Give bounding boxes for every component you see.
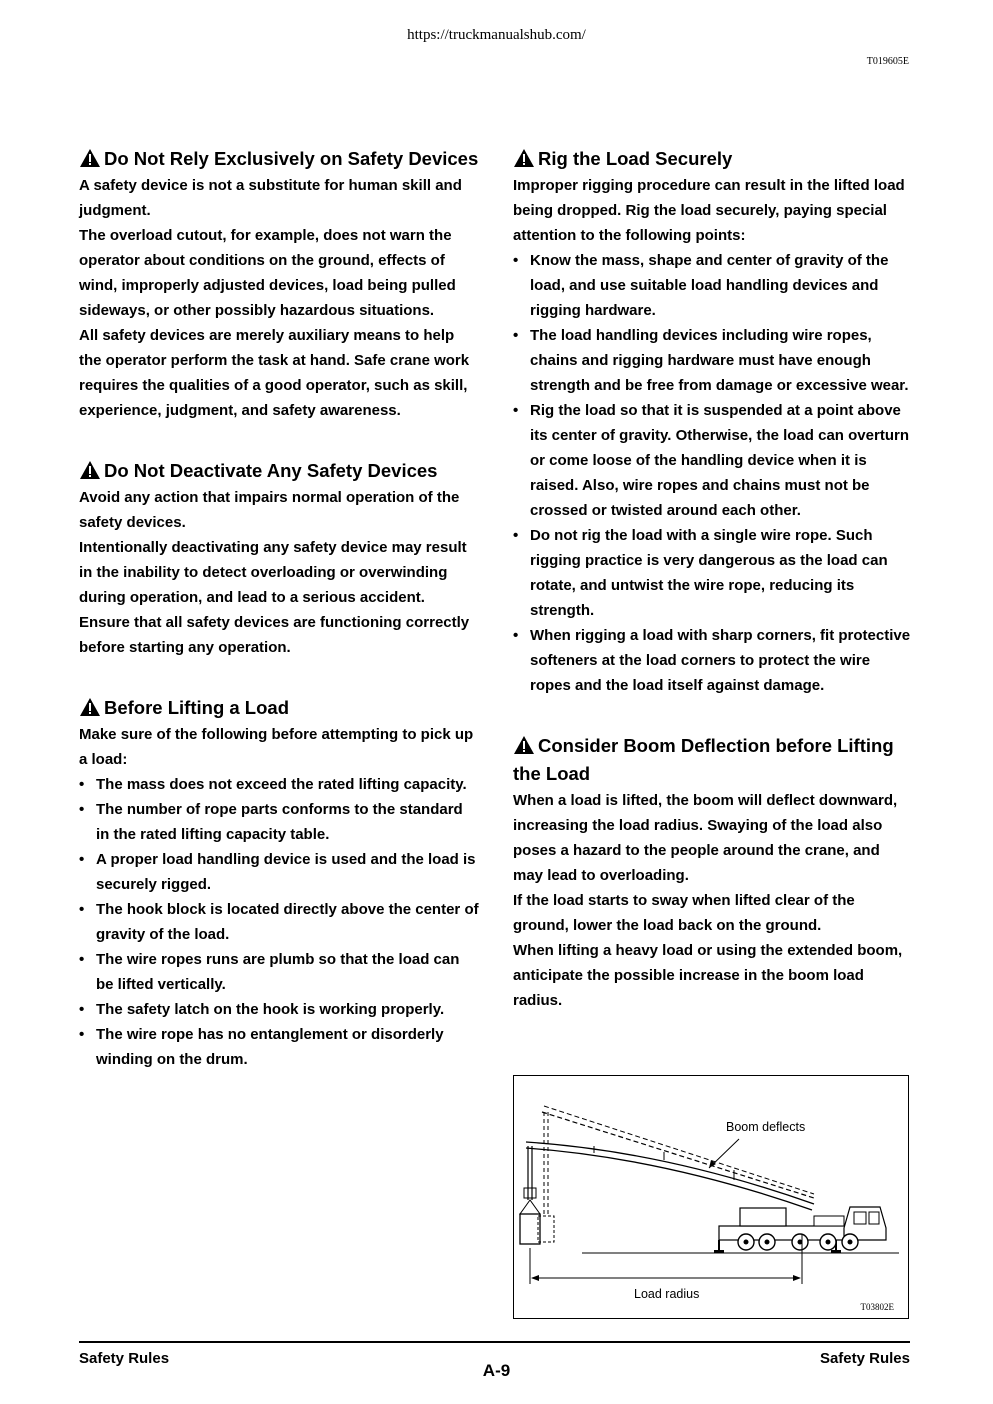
section-do-not-deactivate (79, 457, 479, 660)
section-heading: Rig the Load Securely (513, 145, 911, 173)
section-heading: Consider Boom Deflection before Lifting the Load (513, 735, 894, 784)
footer-left-title: Safety Rules (79, 1350, 170, 1367)
source-url[interactable]: https://truckmanualshub.com/ (407, 27, 586, 43)
footer-divider (79, 1341, 910, 1343)
warning-icon (79, 148, 101, 168)
list-item: • A proper load handling device is used and the load is securely rigged. (79, 847, 479, 897)
section-rely-on-safety-devices (79, 145, 479, 423)
paragraph: If the load starts to sway when lifted clear of the ground, lower the load back on the ground. (513, 892, 855, 934)
list-item: • When rigging a load with sharp corners, fit protective softeners at the load corners to protect the wire ropes and the load itself against damage. (513, 623, 911, 698)
list-item: • Rig the load so that it is suspended at a point above its center of gravity. Otherwise, the load can overturn or come loose of the handling device when it is raised. Also, wire ropes and chains must not be crossed or twisted around each other. (513, 398, 911, 523)
crane-illustration (514, 1076, 908, 1318)
bullet-list (79, 772, 479, 1072)
paragraph: The overload cutout, for example, does not warn the operator about conditions on the ground, effects of wind, improperly adjusted devices, load being pulled sideways, or other possibly hazardous situations. (79, 227, 456, 319)
document-code: T019605E (866, 56, 909, 67)
paragraph: When a load is lifted, the boom will deflect downward, increasing the load radius. Swaying of the load also poses a hazard to the people around the crane, and may lead to overloading. (513, 792, 898, 884)
list-item: • The safety latch on the hook is working properly. (79, 997, 479, 1022)
page-number: A-9 (482, 1361, 511, 1380)
list-item: • The wire ropes runs are plumb so that the load can be lifted vertically. (79, 947, 479, 997)
section-boom-deflection (513, 732, 911, 1013)
left-column (79, 145, 479, 1106)
right-column (513, 145, 911, 1047)
paragraph: Make sure of the following before attempting to pick up a load: (79, 726, 474, 768)
paragraph: Intentionally deactivating any safety device may result in the inability to detect overloading or overwinding during operation, and lead to a serious accident. (79, 539, 467, 606)
footer-right-title: Safety Rules (819, 1350, 910, 1367)
figure-code: T03802E (860, 1302, 894, 1312)
list-item: • The mass does not exceed the rated lifting capacity. (79, 772, 479, 797)
warning-icon (513, 148, 535, 168)
load-radius-label: Load radius (634, 1287, 700, 1301)
list-item: • Know the mass, shape and center of gravity of the load, and use suitable load handling devices and rigging hardware. (513, 248, 911, 323)
list-item: • Do not rig the load with a single wire rope. Such rigging practice is very dangerous as the load can rotate, and untwist the wire rope, reducing its strength. (513, 523, 911, 623)
section-heading: Do Not Deactivate Any Safety Devices (79, 457, 479, 485)
section-before-lifting (79, 694, 479, 1072)
warning-icon (79, 697, 101, 717)
list-item: • The wire rope has no entanglement or disorderly winding on the drum. (79, 1022, 479, 1072)
paragraph: A safety device is not a substitute for human skill and judgment. (79, 177, 462, 219)
section-rig-load-securely (513, 145, 911, 698)
paragraph: Improper rigging procedure can result in the lifted load being dropped. Rig the load securely, paying special attention to the following points: (513, 177, 905, 244)
warning-icon (79, 460, 101, 480)
boom-deflection-figure (513, 1075, 909, 1319)
warning-icon (513, 735, 535, 755)
section-heading: Before Lifting a Load (79, 694, 479, 722)
paragraph: When lifting a heavy load or using the extended boom, anticipate the possible increase in the boom load radius. (513, 942, 903, 1009)
boom-deflects-label: Boom deflects (726, 1120, 806, 1134)
paragraph: Ensure that all safety devices are functioning correctly before starting any operation. (79, 614, 470, 656)
bullet-list (513, 248, 911, 698)
list-item: • The hook block is located directly above the center of gravity of the load. (79, 897, 479, 947)
section-heading: Do Not Rely Exclusively on Safety Devices (79, 145, 479, 173)
paragraph: All safety devices are merely auxiliary means to help the operator perform the task at hand. Safe crane work requires the qualities of a good operator, such as skill, experience, judgment, and safety awareness. (79, 327, 470, 419)
list-item: • The number of rope parts conforms to the standard in the rated lifting capacity table. (79, 797, 479, 847)
paragraph: Avoid any action that impairs normal operation of the safety devices. (79, 489, 460, 531)
list-item: • The load handling devices including wire ropes, chains and rigging hardware must have enough strength and be free from damage or excessive wear. (513, 323, 911, 398)
